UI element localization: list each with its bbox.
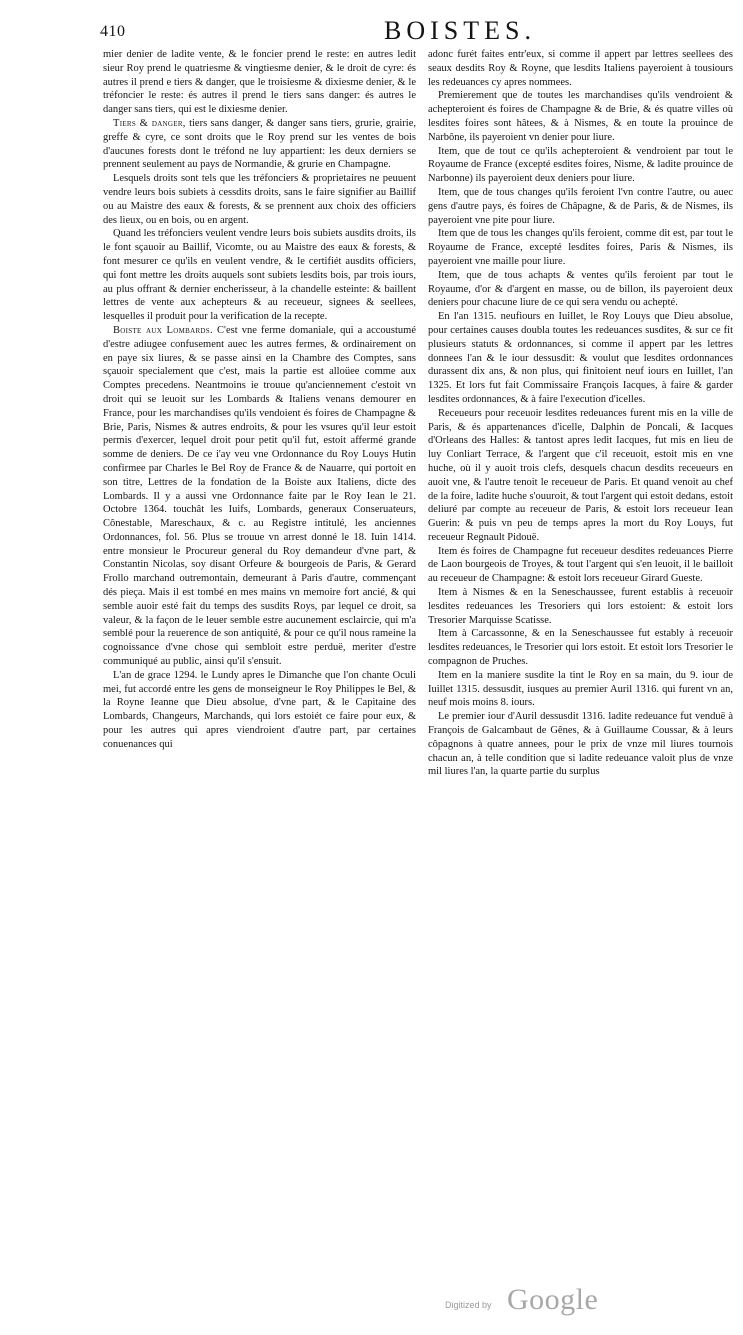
paragraph-text: Item à Nismes & en la Seneschaussee, furent establis à receuoir lesdites redeuances les Tresoriers qui lors estoient: & estoit lors Tresorier Marquisse Scatisse. [428, 587, 733, 626]
paragraph [103, 48, 416, 117]
paragraph-text: Le premier iour d'Auril dessusdit 1316. ladite redeuance fut venduë à François de Galcambaut de Gênes, & à Guillaume Coussar, & à leurs côpagnons à quatre annees, pour le prix de vnze mil liures tournois chacun an, à telle condition que si ladite redeuance valoit plus de vnze mil liures l'an, la quarte partie du surplus [428, 711, 733, 778]
paragraph-text: Item que de tous les changes qu'ils feroient, comme dit est, par tout le Royaume de France, excepté lesdites foires, Paris & Nismes, ils payeroient vne maille pour liure. [428, 228, 733, 267]
paragraph-text: Item és foires de Champagne fut receueur desdites redeuances Pierre de Laon bourgeois de Troyes, & tout l'argent qui s'en leuoit, il le bailloit au receueur de Champagne: & estoit lors receueur Girard Gueste. [428, 545, 733, 585]
paragraph [428, 545, 733, 586]
paragraph-text: Item, que de tout ce qu'ils achepteroient & vendroient par tout le Royaume de France (excepté esdites foires, Nisme, & ladite prouince de Narbonne) ils payeroient deux deniers pour liure. [428, 145, 733, 185]
paragraph-rubric: Boiste aux Lombards. [113, 324, 213, 336]
paragraph [428, 227, 733, 268]
paragraph-text: Receueurs pour receuoir lesdites redeuances furent mis en la ville de Paris, & és appartenances d'icelle, Dalphin de Poncali, & Iacques d'Orleans des Halles: & tantost apres ledit Iacques, fut mis en lieu de luy Conliart Terrace, & l'argent que c'il receuoit, estoit mis en vne huche, où il y auoit trois clefs, desquels chacun desdits receueurs en auoit vne, & l'autre tenoit le receueur de Paris. Et quand venoit au chef de la foire, ladite huche s'ouuroit, & tout l'argent qui estoit dedans, estoit deliuré par compte au receueur de Paris, & estoit lors receueur Iean Guerin: & puis vn peu de temps apres la mort du Roy Louys, fut receueur Regnault Pidouë. [428, 407, 733, 543]
digitization-watermark [445, 1283, 625, 1323]
page-number: 410 [100, 23, 126, 40]
paragraph-text: En l'an 1315. neufiours en Iuillet, le Roy Louys que Dieu absolue, pour certaines causes doubla toutes les redeuances susdites, & sur ce fit plusieurs statuts & ordonnances, si comme il appert par les lettres donnees l'an & le iour dessusdit: & voulut que lesdites ordonnances durassent dix ans, & non plus, qui finitoient neuf iours en Iuillet, l'an 1325. Et lors fut fait Commissaire François Iacques, à faire & garder lesdites ordonnances, & à faire l'execution d'icelles. [428, 311, 733, 405]
running-title: BOISTES. [384, 16, 536, 45]
paragraph-text: Premierement que de toutes les marchandises qu'ils vendroient & achepteroient és foires de Champagne & de Brie, & és quatre villes où lesdites foires sont hâtees, & à Nismes, & en toute la prouince de Narbône, ils payeroient vn denier pour liure. [428, 90, 733, 143]
paragraph-text: L'an de grace 1294. le Lundy apres le Dimanche que l'on chante Oculi mei, fut accordé entre les gens de monseigneur le Roy Philippes le Bel, & la Royne Ieanne que Dieu absolue, d'vne part, & le Capitaine des Lombards, Changeurs, Marchands, qui lors estoiét ce faire pour eux, & pour les autres qui apres viendroient d'autre part, par certaines conuenances qui [103, 669, 416, 750]
paragraph [428, 89, 733, 144]
paragraph [428, 407, 733, 545]
paragraph [103, 324, 416, 669]
paragraph [428, 310, 733, 407]
paragraph-text: adonc furét faites entr'eux, si comme il appert par lettres seellees des seaux desdits Roy & Royne, que lesdits Italiens payeroient à tousiours les redeuances cy apres nommees. [428, 49, 733, 88]
paragraph-text: Item en la maniere susdite la tint le Roy en sa main, du 9. iour de Iuillet 1315. dessusdit, iusques au premier Auril 1316. qui furent vn an, neuf mois moins 8. iours. [428, 669, 733, 709]
paragraph [428, 48, 733, 89]
paragraph [428, 269, 733, 310]
paragraph [103, 669, 416, 752]
paragraph [428, 669, 733, 710]
paragraph [103, 117, 416, 172]
page-header [100, 16, 730, 50]
paragraph-text: tiers sans danger, & danger sans tiers, grurie, grairie, greffe & cyre, ce sont droits que le Roy prend sur les ventes de bois d'aucunes forests dont le tréfond ne luy appartient: les deux derniers se prennent seulement au pays de Normandie, & grurie en Champagne. [103, 117, 416, 171]
paragraph-text: Lesquels droits sont tels que les tréfonciers & proprietaires ne peuuent vendre leurs bois subiets à cessdits droits, sans le faire signifier au Baillif ou au Maistre des eaux & forests, & se prennent aux choix des officiers des lieux, ou en bois, ou en argent. [103, 173, 416, 226]
paragraph [103, 227, 416, 324]
paragraph [428, 586, 733, 627]
paragraph-text: Item à Carcassonne, & en la Seneschaussee fut estably à receuoir lesdites redeuances, le Tresorier qui lors estoit. Et estoit lors Tresorier le compagnon de Pruches. [428, 628, 733, 668]
right-column [428, 48, 733, 1258]
paragraph-text: Item, que de tous achapts & ventes qu'ils feroient par tout le Royaume, d'or & d'argent en masse, ou de billon, ils payeroient deux deniers pour chacune liure de ce qui sera vendu ou achepté. [428, 269, 733, 309]
paragraph [428, 710, 733, 779]
google-logo: Google [507, 1283, 599, 1316]
paragraph-rubric: Tiers & danger, [113, 117, 186, 129]
paragraph-text: Quand les tréfonciers veulent vendre leurs bois subiets ausdits droits, ils le font sçauoir au Baillif, Vicomte, ou au Maistre des eaux & forests, & font mesurer ce qu'ils en veulent vendre, & le certifiét ausdits officiers, qui font mettre les droits auquels sont subiets lesdits bois, par trois iours, au plus offrant & dernier encherisseur, à la chandelle esteinte: & baillent lettres de vente aux achepteurs & au receueur, signees & seellees, lesquelles il produit pour la verification de la recepte. [103, 228, 416, 323]
paragraph-text: mier denier de ladite vente, & le foncier prend le reste: en autres ledit sieur Roy prend le quatriesme & vingtiesme denier, & le droit de cyre: és autres il prend e tiers & danger, que le troisiesme & dixiesme denier, & le tréfoncier le reste: és autres il prend le tiers sans danger: és autres le danger sans tiers, qui est le dixiesme denier. [103, 49, 416, 116]
paragraph [428, 145, 733, 186]
paragraph-text: C'est vne ferme domaniale, qui a accoustumé d'estre adiugee confusement auec les autres fermes, & ordinairement on en paye six liures, & se passe ainsi en la Chambre des Comptes, sans sçauoir specialement que c'est, mais la partie est alloüee comme aux Comptes precedens. Neantmoins ie trouue qu'anciennement c'estoit vn droit qui se leuoit sur les Lombards & Italiens venans demourer en France, pour les marchandises qu'ils vendoient és foires de Champagne & Brie, Paris, Nismes & autres endroits, & pour les vsures qu'il leur estoit permis d'exercer, lequel droit pour petit qu'il fut, estoit affermé grande somme de deniers. De ce i'ay veu vne Ordonnance du Roy Louys Hutin confirmee par Charles le Bel Roy de France & de Nauarre, qui portoit en son titre, Lettres de la fondation de la Boiste aux Italiens, dicte des Lombards. Il y a aussi vne Ordonnance faite par le Roy Iean le 21. Octobre 1364. touchât les Iuifs, Lombards, generaux Conseruateurs, Cônestable, Mareschaux, & c. au Registre intitulé, les anciennes Ordonnances, fol. 56. Plus se trouue vn arrest donné le 18. Iuin 1414. entre monsieur le Procureur general du Roy demandeur d'vne part, & Constantin Nicolas, soy disant Orfeure & bourgeois de Paris, & Gerard Frollo marchand outremontain, demeurant à Paris d'autre, commençant dés pieça. Mais il est tombé en mes mains vn memoire fort ancié, & qui semble auoir esté fait du temps des susdits Roys, par lequel ce droit, sa valeur, & la façon de le leuer semble estre aucunement esclaircie, qui m'a semblé pour la reuerence de son antiquité, & pour ce qu'il nous rameine la cognoissance d'vne chose qui sembloit estre perduë, meriter d'estre communiqué au public, ainsi qu'il s'ensuit. [103, 324, 416, 668]
digitized-by-label: Digitized by [445, 1300, 492, 1310]
paragraph [428, 186, 733, 227]
paragraph [428, 627, 733, 668]
paragraph [103, 172, 416, 227]
paragraph-text: Item, que de tous changes qu'ils feroient l'vn contre l'autre, ou auec gens d'autre pays, és foires de Châpagne, & de Paris, & de Nismes, ils payeroient vne pite pour liure. [428, 186, 733, 226]
left-column [103, 48, 416, 1258]
